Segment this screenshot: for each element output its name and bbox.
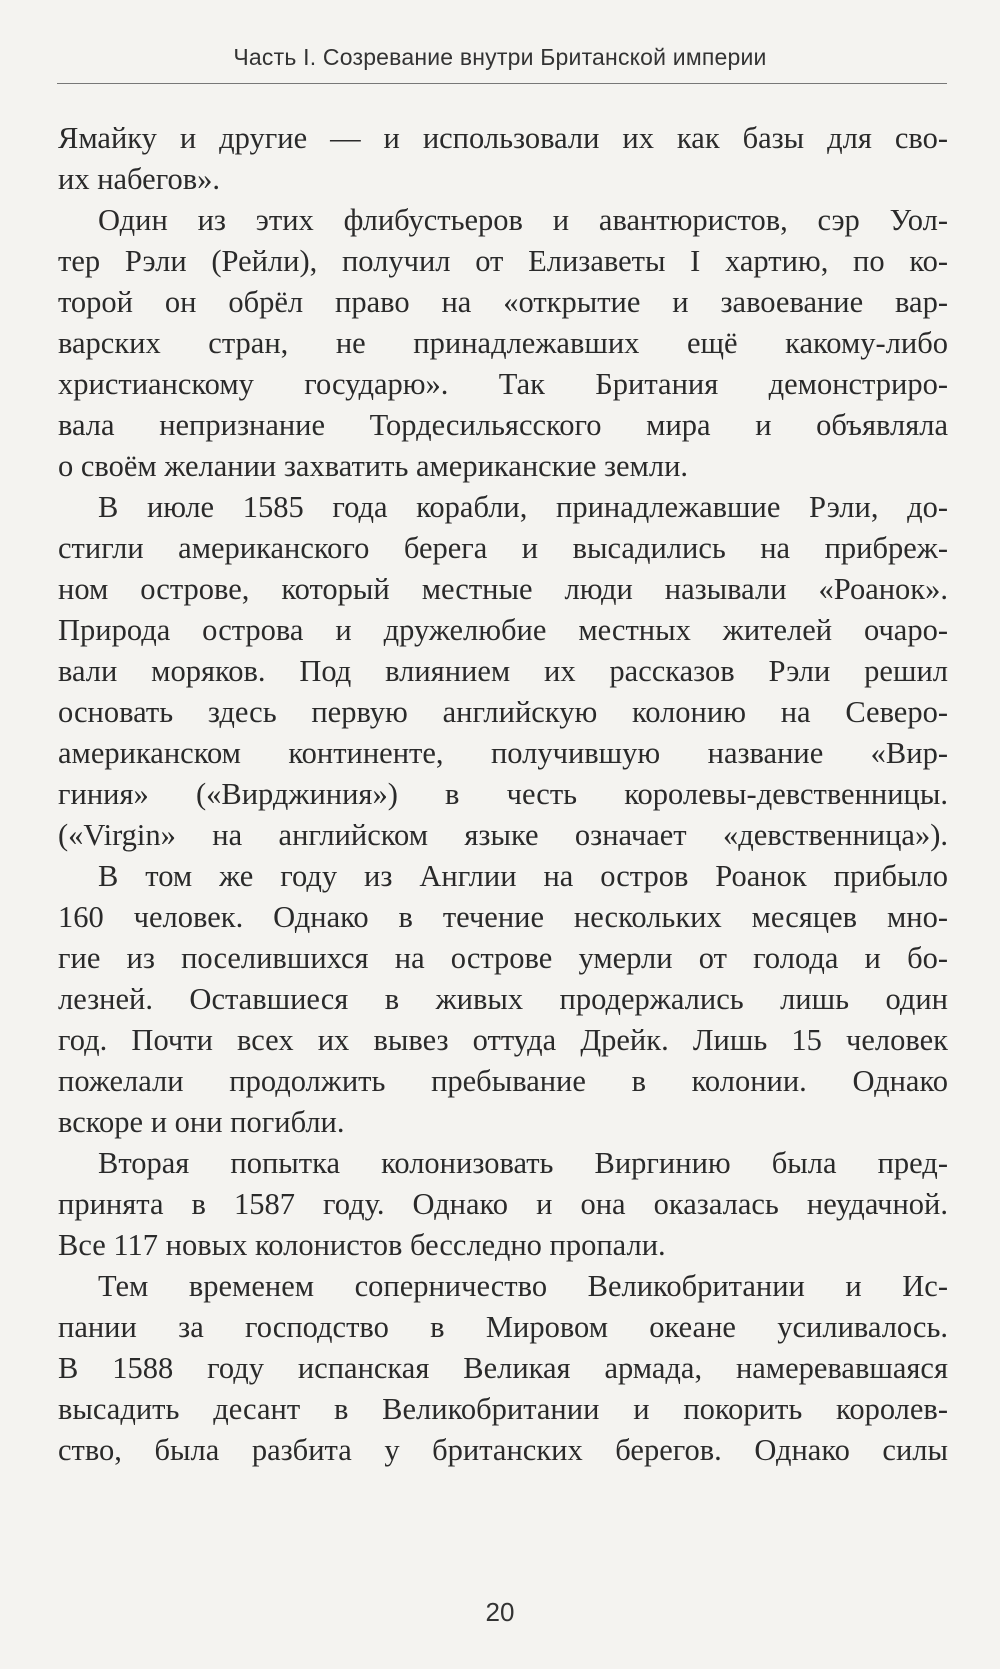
- text-line: вскоре и они погибли.: [58, 1105, 345, 1139]
- text-line: Все 117 новых колонистов бесследно пропали.: [58, 1228, 666, 1262]
- text-line: о своём желании захватить американские земли.: [58, 449, 689, 483]
- text-line: вали моряков. Под влиянием их рассказов Рэли решил: [58, 654, 948, 688]
- text-line: Природа острова и дружелюбие местных жителей очаро-: [58, 613, 948, 647]
- text-line: В 1588 году испанская Великая армада, намеревавшаяся: [58, 1351, 948, 1385]
- text-line: их набегов».: [58, 162, 220, 196]
- text-line: вала непризнание Тордесильясского мира и объявляла: [58, 408, 948, 442]
- text-line: основать здесь первую английскую колонию на Северо-: [58, 695, 948, 729]
- text-line: ство, была разбита у британских берегов. Однако силы: [58, 1433, 948, 1467]
- page-number: 20: [485, 1597, 515, 1627]
- running-header: Часть I. Созревание внутри Британской империи: [233, 44, 767, 70]
- text-line: В том же году из Англии на остров Роанок прибыло: [98, 859, 948, 893]
- paragraph-3: [58, 487, 948, 856]
- text-line: лезней. Оставшиеся в живых продержались лишь один: [58, 982, 948, 1016]
- text-line: христианскому государю». Так Британия демонстриро-: [58, 367, 948, 401]
- text-line: Ямайку и другие — и использовали их как базы для сво-: [58, 121, 948, 155]
- body-text: [58, 118, 948, 1471]
- text-line: год. Почти всех их вывез оттуда Дрейк. Лишь 15 человек: [58, 1023, 948, 1057]
- text-line: гиния» («Вирджиния») в честь королевы-девственницы.: [58, 777, 948, 811]
- text-line: ном острове, который местные люди называли «Роанок».: [58, 572, 948, 606]
- text-line: торой он обрёл право на «открытие и завоевание вар-: [58, 285, 948, 319]
- text-line: В июле 1585 года корабли, принадлежавшие Рэли, до-: [98, 490, 948, 524]
- text-line: Один из этих флибустьеров и авантюристов, сэр Уол-: [98, 203, 948, 237]
- text-line: 160 человек. Однако в течение нескольких месяцев мно-: [58, 900, 948, 934]
- text-line: тер Рэли (Рейли), получил от Елизаветы I хартию, по ко-: [58, 244, 948, 278]
- text-line: («Virgin» на английском языке означает «девственница»).: [58, 818, 948, 852]
- paragraph-6: [58, 1266, 948, 1471]
- header-rule: [57, 83, 947, 84]
- paragraph-4: [58, 856, 948, 1143]
- text-line: пании за господство в Мировом океане усиливалось.: [58, 1310, 948, 1344]
- text-line: высадить десант в Великобритании и покорить королев-: [58, 1392, 948, 1426]
- text-line: Вторая попытка колонизовать Виргинию была пред-: [98, 1146, 948, 1180]
- text-line: гие из поселившихся на острове умерли от голода и бо-: [58, 941, 948, 975]
- paragraph-1: [58, 118, 948, 200]
- text-line: принята в 1587 году. Однако и она оказалась неудачной.: [58, 1187, 948, 1221]
- text-line: Тем временем соперничество Великобритании и Ис-: [98, 1269, 948, 1303]
- text-line: пожелали продолжить пребывание в колонии. Однако: [58, 1064, 948, 1098]
- paragraph-2: [58, 200, 948, 487]
- paragraph-5: [58, 1143, 948, 1266]
- text-line: стигли американского берега и высадились на прибреж-: [58, 531, 948, 565]
- text-line: американском континенте, получившую название «Вир-: [58, 736, 948, 770]
- text-line: варских стран, не принадлежавших ещё какому-либо: [58, 326, 948, 360]
